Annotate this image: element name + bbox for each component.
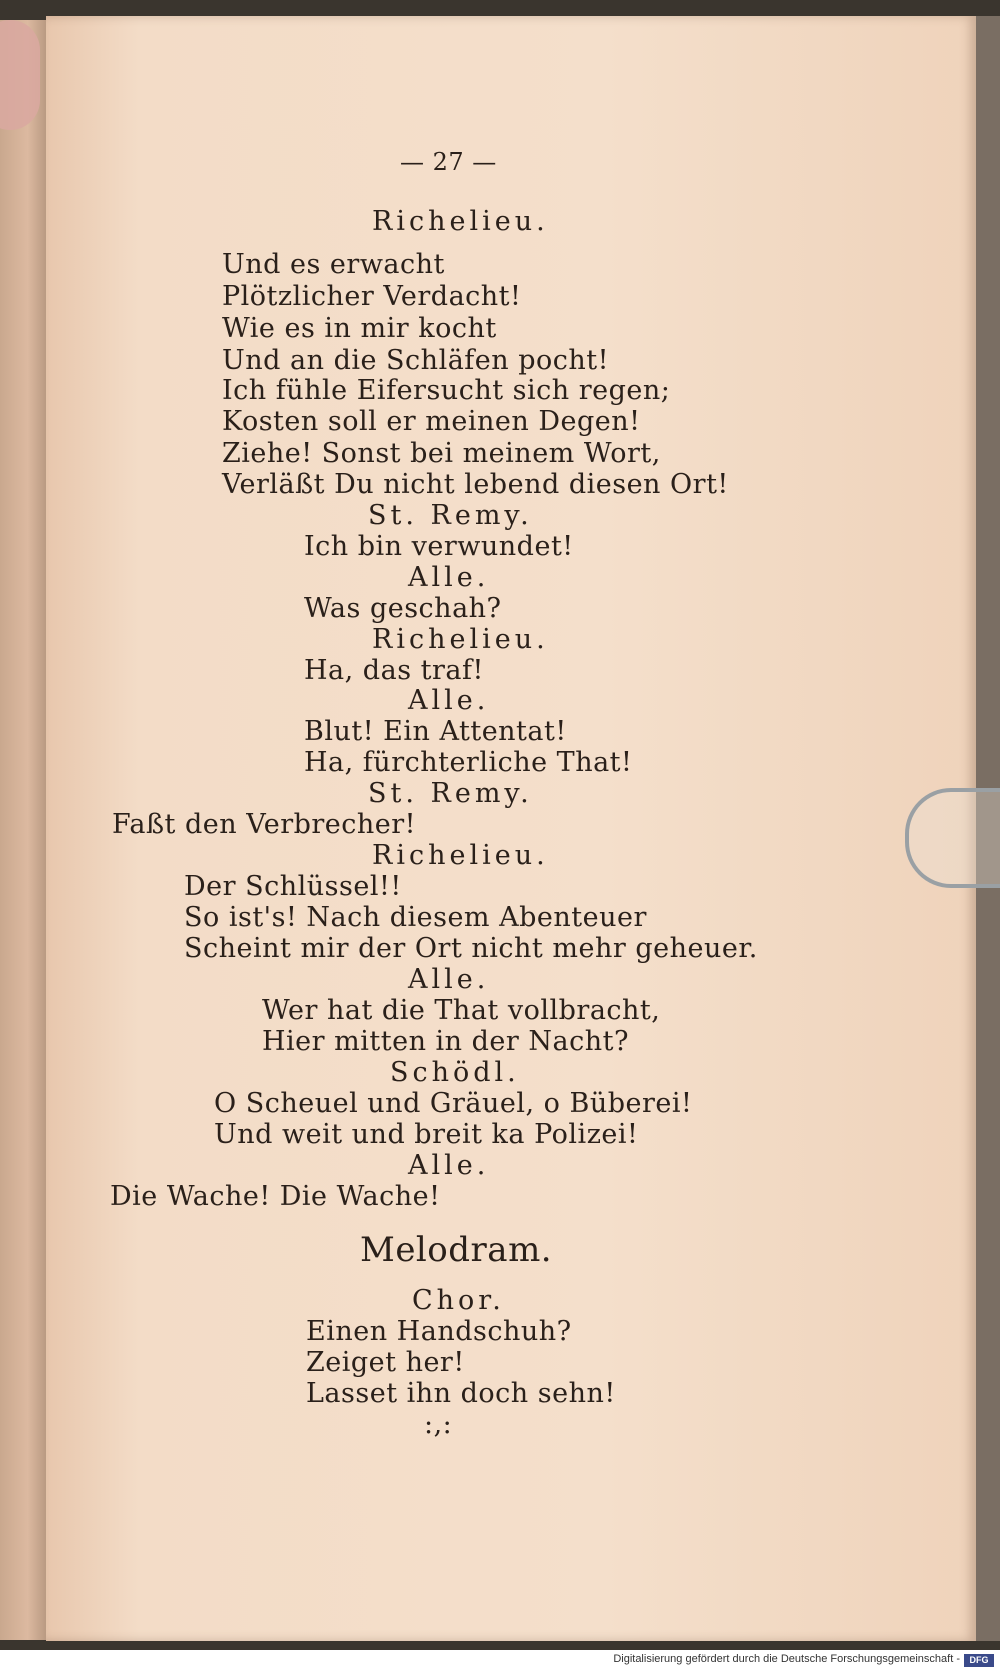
footer-bar bbox=[0, 1650, 1000, 1671]
thumb-shadow bbox=[0, 20, 40, 130]
verse-line: Der Schlüssel!! bbox=[184, 871, 402, 902]
verse-line: Ich fühle Eifersucht sich regen; bbox=[222, 375, 671, 406]
funding-notice: Digitalisierung gefördert durch die Deutsche Forschungsgemeinschaft - bbox=[613, 1653, 960, 1665]
section-heading: Melodram. bbox=[360, 1230, 553, 1270]
verse-line: Hier mitten in der Nacht? bbox=[262, 1026, 629, 1057]
verse-line: Ha, fürchterliche That! bbox=[304, 747, 633, 778]
speaker-label: Alle. bbox=[408, 685, 490, 716]
dfg-logo: DFG bbox=[964, 1654, 994, 1667]
speaker-label: St. Remy. bbox=[368, 778, 533, 809]
speaker-label: Richelieu. bbox=[372, 624, 549, 655]
verse-line: Lasset ihn doch sehn! bbox=[306, 1378, 616, 1409]
verse-line: Was geschah? bbox=[304, 593, 502, 624]
speaker-label: Alle. bbox=[408, 562, 490, 593]
speaker-label: Richelieu. bbox=[372, 206, 549, 237]
speaker-label: Chor. bbox=[412, 1285, 505, 1316]
verse-line: Kosten soll er meinen Degen! bbox=[222, 406, 641, 437]
verse-line: Die Wache! Die Wache! bbox=[110, 1181, 441, 1212]
speaker-label: Alle. bbox=[408, 1150, 490, 1181]
verse-line: Scheint mir der Ort nicht mehr geheuer. bbox=[184, 933, 758, 964]
speaker-label: Alle. bbox=[408, 964, 490, 995]
verse-line: Verläßt Du nicht lebend diesen Ort! bbox=[222, 469, 729, 500]
verse-line: So ist's! Nach diesem Abenteuer bbox=[184, 902, 647, 933]
verse-line: Einen Handschuh? bbox=[306, 1316, 572, 1347]
page-number: — 27 — bbox=[400, 148, 497, 176]
verse-line: Ich bin verwundet! bbox=[304, 531, 574, 562]
speaker-label: St. Remy. bbox=[368, 500, 533, 531]
verse-line: Wie es in mir kocht bbox=[222, 313, 497, 344]
speaker-label: Richelieu. bbox=[372, 840, 549, 871]
verse-line: Und an die Schläfen pocht! bbox=[222, 345, 609, 376]
verse-line: Wer hat die That vollbracht, bbox=[262, 995, 661, 1026]
facing-page-edge bbox=[0, 20, 46, 1640]
speaker-label: Schödl. bbox=[390, 1057, 520, 1088]
verse-line: Blut! Ein Attentat! bbox=[304, 716, 567, 747]
verse-line: Faßt den Verbrecher! bbox=[112, 809, 417, 840]
verse-line: Ha, das traf! bbox=[304, 655, 484, 686]
page-tab-clip bbox=[905, 788, 1000, 888]
verse-line: Und weit und breit ka Polizei! bbox=[214, 1119, 639, 1150]
repeat-sign: :,: bbox=[424, 1409, 453, 1440]
verse-line: O Scheuel und Gräuel, o Büberei! bbox=[214, 1088, 693, 1119]
verse-line: Ziehe! Sonst bei meinem Wort, bbox=[222, 438, 661, 469]
verse-line: Zeiget her! bbox=[306, 1347, 465, 1378]
verse-line: Und es erwacht bbox=[222, 249, 445, 280]
verse-line: Plötzlicher Verdacht! bbox=[222, 281, 522, 312]
